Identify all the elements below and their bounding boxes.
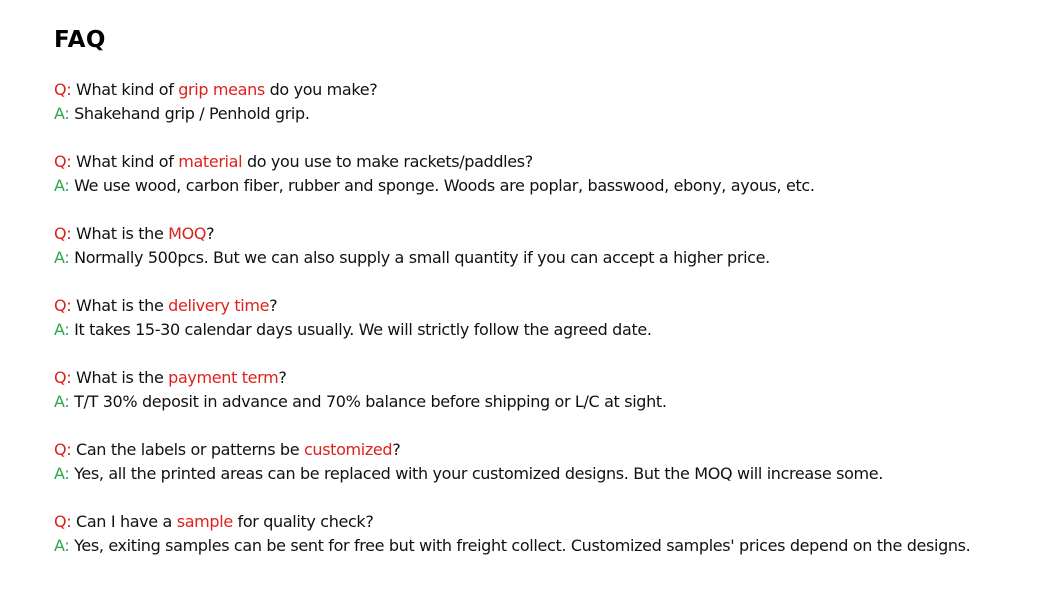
question-text: What is the [71, 296, 169, 315]
answer [54, 462, 1044, 486]
question-label: Q: [54, 512, 72, 531]
faq-item-sample [54, 510, 1044, 558]
question-text-end: for quality check? [232, 512, 374, 531]
question [54, 366, 1044, 390]
question-text: What kind of [71, 152, 179, 171]
answer-label: A: [54, 320, 70, 339]
question-text: Can I have a [71, 512, 177, 531]
answer-text: It takes 15-30 calendar days usually. We will strictly follow the agreed date. [69, 320, 652, 339]
question-keyword: grip means [178, 80, 265, 99]
question-keyword: sample [176, 512, 233, 531]
question-text: Can the labels or patterns be [71, 440, 304, 459]
question-keyword: MOQ [168, 224, 207, 243]
question-label: Q: [54, 368, 72, 387]
answer-text: Shakehand grip / Penhold grip. [69, 104, 310, 123]
question [54, 150, 1044, 174]
question-label: Q: [54, 152, 72, 171]
faq-item-payment-term [54, 366, 1044, 414]
faq-item-material [54, 150, 1044, 198]
question-keyword: material [178, 152, 243, 171]
question-label: Q: [54, 440, 72, 459]
faq-item-customized [54, 438, 1044, 486]
question-label: Q: [54, 296, 72, 315]
answer [54, 534, 1044, 558]
question-text-end: do you make? [264, 80, 378, 99]
question-keyword: customized [303, 440, 393, 459]
faq-item-delivery-time [54, 294, 1044, 342]
question-text-end: ? [206, 224, 215, 243]
question-text-end: ? [278, 368, 287, 387]
answer [54, 102, 1044, 126]
answer-text: Yes, all the printed areas can be replaced with your customized designs. But the MOQ will increase some. [69, 464, 883, 483]
question-text: What is the [71, 368, 169, 387]
answer [54, 318, 1044, 342]
faq-item-moq [54, 222, 1044, 270]
question-label: Q: [54, 80, 72, 99]
answer-label: A: [54, 464, 70, 483]
page-title: FAQ [54, 27, 106, 53]
answer-label: A: [54, 176, 70, 195]
answer-label: A: [54, 248, 70, 267]
question [54, 438, 1044, 462]
answer [54, 246, 1044, 270]
answer-text: Normally 500pcs. But we can also supply a small quantity if you can accept a higher price. [69, 248, 770, 267]
answer-label: A: [54, 392, 70, 411]
question-text-end: do you use to make rackets/paddles? [242, 152, 533, 171]
question [54, 510, 1044, 534]
faq-item-grip [54, 78, 1044, 126]
answer [54, 390, 1044, 414]
question-keyword: delivery time [168, 296, 270, 315]
question-text-end: ? [392, 440, 401, 459]
question-text: What is the [71, 224, 169, 243]
question-keyword: payment term [168, 368, 279, 387]
answer-label: A: [54, 536, 70, 555]
question-text: What kind of [71, 80, 179, 99]
answer-text: We use wood, carbon fiber, rubber and sponge. Woods are poplar, basswood, ebony, ayous, etc. [69, 176, 815, 195]
answer-text: T/T 30% deposit in advance and 70% balance before shipping or L/C at sight. [69, 392, 667, 411]
question [54, 222, 1044, 246]
question-text-end: ? [269, 296, 278, 315]
question-label: Q: [54, 224, 72, 243]
answer-label: A: [54, 104, 70, 123]
answer-text: Yes, exiting samples can be sent for free but with freight collect. Customized samples' prices depend on the designs. [69, 536, 971, 555]
answer [54, 174, 1044, 198]
question [54, 78, 1044, 102]
faq-list [54, 78, 1044, 582]
question [54, 294, 1044, 318]
